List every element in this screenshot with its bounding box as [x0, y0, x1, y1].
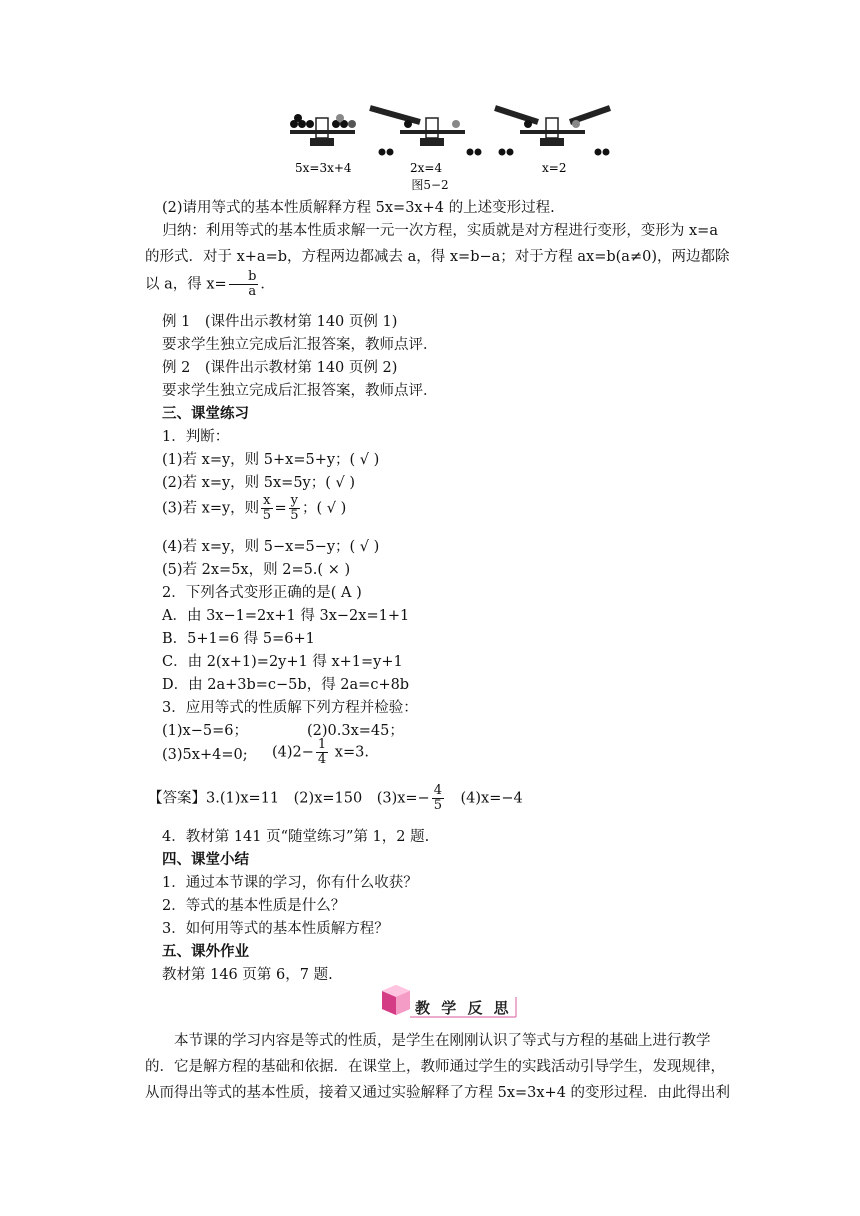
figure-label-2: 2x=4 [410, 161, 443, 175]
q1: 1．判断： [162, 429, 230, 445]
figure-label-1: 5x=3x+4 [295, 161, 352, 175]
section-4-heading: 四、课堂小结 [162, 852, 249, 868]
q1-item-1: (1)若 x=y，则 5+x=5+y；( √ ) [162, 452, 380, 468]
example-1: 例 1 (课件出示教材第 140 页例 1) [162, 314, 398, 330]
summary-item-1: 1．通过本节课的学习，你有什么收获？ [162, 875, 418, 891]
homework-item: 教材第 146 页第 6，7 题. [162, 967, 333, 983]
q3-item-2: (2)0.3x=45； [307, 723, 404, 739]
summary-text: 归纳：利用等式的基本性质求解一元一次方程，实质就是对方程进行变形，变形为 x=a 的形式．对于 x+a=b，方程两边都减去 a，得 x=b−a；对于方程 ax=b(a≠0)，两边都除以 a，得 x= [145, 223, 730, 293]
q1-item-2: (2)若 x=y，则 5x=5y；( √ ) [162, 475, 356, 491]
q4: 4．教材第 141 页“随堂练习”第 1，2 题. [162, 829, 430, 845]
example-1-requirement: 要求学生独立完成后汇报答案，教师点评． [162, 337, 438, 353]
figure-label-3: x=2 [542, 161, 567, 175]
summary-item-3: 3．如何用等式的基本性质解方程？ [162, 921, 389, 937]
q2: 2．下列各式变形正确的是( A ) [162, 585, 362, 601]
q3: 3．应用等式的性质解下列方程并检验： [162, 700, 418, 716]
q3-item-4: (4)2− $\frac{1}{4}$ x=3. [272, 737, 369, 767]
section-3-heading: 三、课堂练习 [162, 406, 249, 422]
example-2-requirement: 要求学生独立完成后汇报答案，教师点评． [162, 383, 438, 399]
fraction-x-over-5: $\frac{x}{5}$ [262, 493, 271, 523]
balance-scale-2 [370, 108, 482, 156]
fraction-4-over-5: $\frac{4}{5}$ [433, 783, 442, 813]
q2-option-b: B．5+1=6 得 5=6+1 [162, 631, 315, 647]
balance-scale-1 [290, 114, 356, 146]
q2-option-a: A．由 3x−1=2x+1 得 3x−2x=1+1 [162, 608, 410, 624]
fraction-y-over-5: $\frac{y}{5}$ [290, 493, 299, 523]
reflection-paragraph: 本节课的学习内容是等式的性质，是学生在刚刚认识了等式与方程的基础上进行教学的．它是解方程的基础和依据．在课堂上，教师通过学生的实践活动引导学生，发现规律，从而得出等式的基本性质，接着又通过实验解释了方程 5x=3x+4 的变形过程．由此得出利 [145, 1033, 731, 1101]
balance-scale-3 [495, 108, 610, 156]
fraction-b-over-a: $\frac{b}{a}$ [229, 270, 259, 299]
reflection-banner-title: 教 学 反 思 [415, 999, 512, 1017]
q1-item-5: (5)若 2x=5x，则 2=5.( × ) [162, 562, 351, 578]
q1-item-4: (4)若 x=y，则 5−x=5−y；( √ ) [162, 539, 380, 555]
summary-paragraph: 归纳：利用等式的基本性质求解一元一次方程，实质就是对方程进行变形，变形为 x=a 的形式．对于 x+a=b，方程两边都减去 a，得 x=b−a；对于方程 ax=b(a≠0)，两边都除以 a，得 x= $\frac{b}{a}$ ． [145, 223, 730, 299]
question-2-text: (2)请用等式的基本性质解释方程 5x=3x+4 的上述变形过程. [162, 200, 555, 216]
fraction-1-over-4: $\frac{1}{4}$ [317, 737, 327, 767]
q3-item-1: (1)x−5=6； [162, 723, 248, 739]
figure-caption: 图5−2 [411, 178, 449, 192]
q2-option-d: D．由 2a+3b=c−5b，得 2a=c+8b [162, 677, 410, 693]
q1-item-3: (3)若 x=y，则 $\frac{x}{5}$ = $\frac{y}{5}$ ；( √ ) [162, 493, 347, 523]
section-5-heading: 五、课外作业 [162, 944, 249, 960]
summary-item-2: 2．等式的基本性质是什么？ [162, 898, 346, 914]
answer-line: 【答案】3.(1)x=11 (2)x=150 (3)x=− $\frac{4}{5}$ (4)x=−4 [148, 783, 523, 813]
q2-option-c: C．由 2(x+1)=2y+1 得 x+1=y+1 [162, 654, 403, 670]
q3-item-3: (3)5x+4=0; [162, 747, 248, 763]
example-2: 例 2 (课件出示教材第 140 页例 2) [162, 360, 398, 376]
